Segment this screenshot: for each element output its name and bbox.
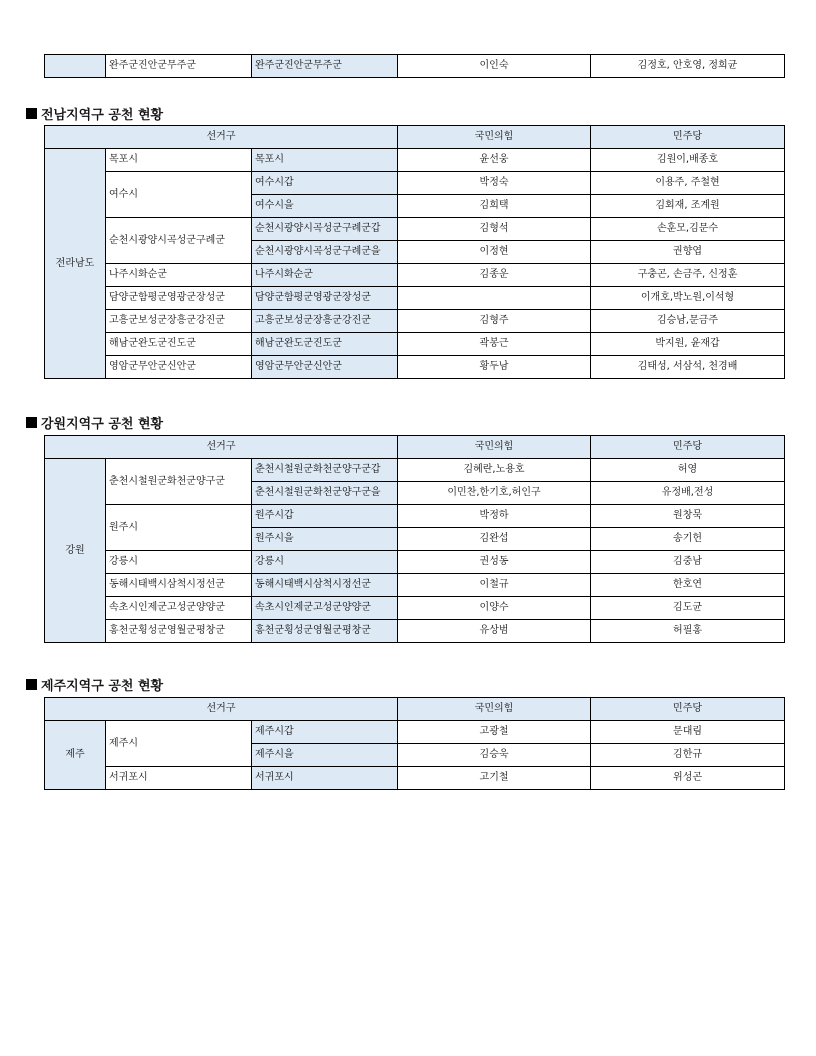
dp-candidate-cell: 허영 [591,459,785,482]
top-continuation-table [44,54,785,78]
sigun-cell: 강릉시 [106,551,252,574]
ppp-candidate-cell: 권성동 [398,551,591,574]
sigun-cell: 동해시태백시삼척시정선군 [106,574,252,597]
district-cell: 서귀포시 [252,767,398,790]
section-title-jeonnam [26,104,163,123]
dp-candidate-cell: 권향엽 [591,241,785,264]
ppp-candidate-cell: 이정현 [398,241,591,264]
dp-candidate-cell: 위성곤 [591,767,785,790]
table-header-row [45,698,785,721]
dp-candidate-cell: 김도균 [591,597,785,620]
dp-candidate-cell: 박지원, 윤재갑 [591,333,785,356]
ppp-candidate-cell: 김형석 [398,218,591,241]
dp-header: 민주당 [591,436,785,459]
sigun-cell: 담양군함평군영광군장성군 [106,287,252,310]
section-title-text: 전남지역구 공천 현황 [41,108,164,123]
district-header: 선거구 [45,126,398,149]
region-cell: 강원 [45,459,106,643]
dp-candidate-cell: 이개호,박노원,이석형 [591,287,785,310]
table-row [45,149,785,172]
sigun-cell: 나주시화순군 [106,264,252,287]
sigun-cell: 목포시 [106,149,252,172]
dp-candidate-cell: 유정배,전성 [591,482,785,505]
district-cell: 제주시갑 [252,721,398,744]
section-title-gangwon [26,413,163,432]
sigun-cell: 춘천시철원군화천군양구군 [106,459,252,505]
square-bullet-icon [26,108,37,119]
sigun-cell: 영암군무안군신안군 [106,356,252,379]
ppp-candidate-cell: 고기철 [398,767,591,790]
table-row [45,333,785,356]
dp-candidate-cell: 김정호, 안호영, 정희균 [591,55,785,78]
district-cell: 속초시인제군고성군양양군 [252,597,398,620]
district-cell: 담양군함평군영광군장성군 [252,287,398,310]
gangwon-table [44,435,785,643]
sigun-cell: 서귀포시 [106,767,252,790]
table-row [45,55,785,78]
sigun-cell: 제주시 [106,721,252,767]
ppp-header: 국민의힘 [398,126,591,149]
table-header-row [45,126,785,149]
ppp-candidate-cell: 윤선웅 [398,149,591,172]
ppp-candidate-cell: 김희택 [398,195,591,218]
ppp-candidate-cell: 김완섭 [398,528,591,551]
table-row [45,172,785,195]
sigun-cell: 순천시광양시곡성군구례군 [106,218,252,264]
ppp-candidate-cell: 이철규 [398,574,591,597]
district-cell: 강릉시 [252,551,398,574]
table-header-row [45,436,785,459]
jeonnam-table [44,125,785,379]
table-row [45,551,785,574]
table-row [45,264,785,287]
table-row [45,721,785,744]
dp-candidate-cell: 송기헌 [591,528,785,551]
dp-candidate-cell: 김회재, 조계원 [591,195,785,218]
dp-candidate-cell: 한호연 [591,574,785,597]
district-cell: 완주군진안군무주군 [252,55,398,78]
ppp-candidate-cell: 김종운 [398,264,591,287]
district-cell: 원주시을 [252,528,398,551]
district-cell: 나주시화순군 [252,264,398,287]
district-cell: 동해시태백시삼척시정선군 [252,574,398,597]
region-cell [45,55,106,78]
district-cell: 해남군완도군진도군 [252,333,398,356]
district-cell: 춘천시철원군화천군양구군을 [252,482,398,505]
ppp-candidate-cell: 김형주 [398,310,591,333]
ppp-candidate-cell: 이인숙 [398,55,591,78]
ppp-header: 국민의힘 [398,436,591,459]
dp-candidate-cell: 김태성, 서삼석, 천경배 [591,356,785,379]
sigun-cell: 홍천군횡성군영월군평창군 [106,620,252,643]
district-cell: 여수시을 [252,195,398,218]
section-title-jeju [26,675,163,694]
dp-candidate-cell: 문대림 [591,721,785,744]
district-cell: 고흥군보성군장흥군강진군 [252,310,398,333]
dp-candidate-cell: 김한규 [591,744,785,767]
table-row [45,574,785,597]
dp-candidate-cell: 김승남,문금주 [591,310,785,333]
region-cell: 전라남도 [45,149,106,379]
district-cell: 홍천군횡성군영월군평창군 [252,620,398,643]
district-cell: 목포시 [252,149,398,172]
district-header: 선거구 [45,698,398,721]
district-cell: 제주시을 [252,744,398,767]
dp-candidate-cell: 김원이,배종호 [591,149,785,172]
ppp-candidate-cell: 황두남 [398,356,591,379]
table-row [45,597,785,620]
section-title-text: 강원지역구 공천 현황 [41,417,164,432]
dp-candidate-cell: 손훈모,김문수 [591,218,785,241]
dp-candidate-cell: 허필홍 [591,620,785,643]
square-bullet-icon [26,417,37,428]
table-row [45,287,785,310]
sigun-cell: 여수시 [106,172,252,218]
dp-candidate-cell: 구충곤, 손금주, 신정훈 [591,264,785,287]
sigun-cell: 속초시인제군고성군양양군 [106,597,252,620]
dp-header: 민주당 [591,698,785,721]
ppp-candidate-cell: 유상범 [398,620,591,643]
dp-candidate-cell: 이용주, 주철현 [591,172,785,195]
sigun-cell: 원주시 [106,505,252,551]
dp-candidate-cell: 원창묵 [591,505,785,528]
table-row [45,356,785,379]
ppp-candidate-cell: 김승욱 [398,744,591,767]
ppp-candidate-cell: 이양수 [398,597,591,620]
region-cell: 제주 [45,721,106,790]
district-cell: 여수시갑 [252,172,398,195]
district-cell: 원주시갑 [252,505,398,528]
table-row [45,505,785,528]
sigun-cell: 고흥군보성군장흥군강진군 [106,310,252,333]
sigun-cell: 해남군완도군진도군 [106,333,252,356]
district-cell: 춘천시철원군화천군양구군갑 [252,459,398,482]
table-row [45,310,785,333]
district-header: 선거구 [45,436,398,459]
sigun-cell: 완주군진안군무주군 [106,55,252,78]
ppp-candidate-cell: 박정숙 [398,172,591,195]
table-row [45,620,785,643]
ppp-candidate-cell [398,287,591,310]
ppp-candidate-cell: 이민찬,한기호,허인구 [398,482,591,505]
district-cell: 영암군무안군신안군 [252,356,398,379]
jeju-table [44,697,785,790]
table-row [45,767,785,790]
ppp-header: 국민의힘 [398,698,591,721]
ppp-candidate-cell: 김혜란,노용호 [398,459,591,482]
ppp-candidate-cell: 곽봉근 [398,333,591,356]
section-title-text: 제주지역구 공천 현황 [41,679,164,694]
table-row [45,218,785,241]
square-bullet-icon [26,679,37,690]
district-cell: 순천시광양시곡성군구례군갑 [252,218,398,241]
dp-candidate-cell: 김중남 [591,551,785,574]
ppp-candidate-cell: 고광철 [398,721,591,744]
ppp-candidate-cell: 박정하 [398,505,591,528]
district-cell: 순천시광양시곡성군구례군을 [252,241,398,264]
table-row [45,459,785,482]
dp-header: 민주당 [591,126,785,149]
